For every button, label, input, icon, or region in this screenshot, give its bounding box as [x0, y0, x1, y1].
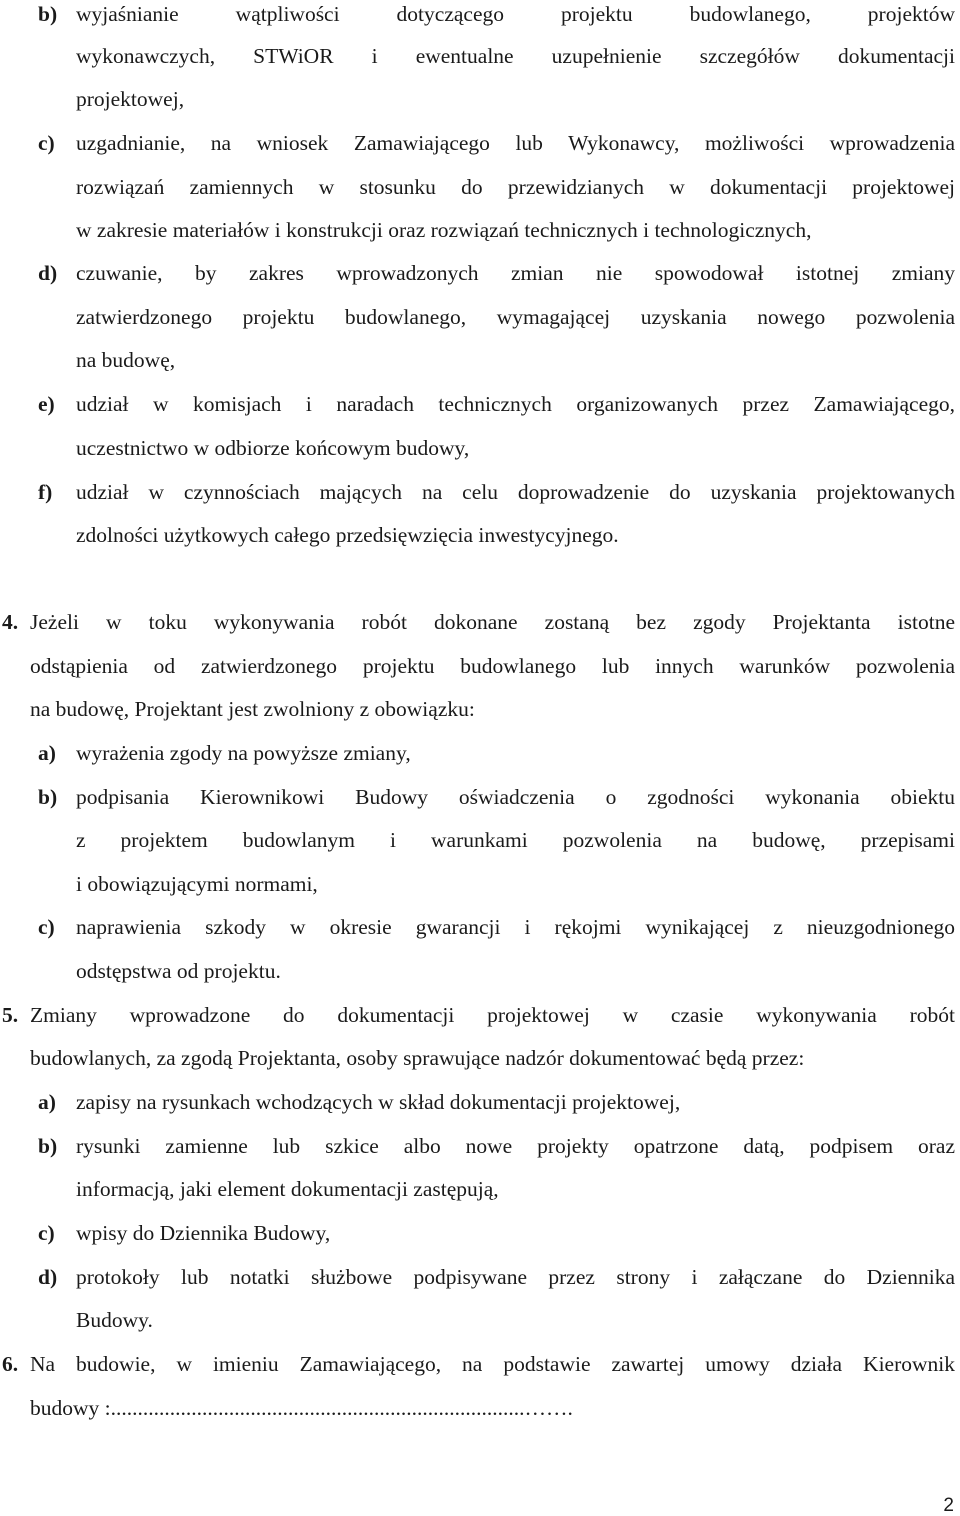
item-label: c) [38, 915, 55, 939]
text-line: protokoły lub notatki służbowe podpisywane przez strony i załączane do Dziennika [76, 1265, 955, 1289]
item-label: d) [38, 261, 58, 285]
item-label: b) [38, 2, 58, 26]
point-number: 6. [2, 1352, 19, 1376]
text-line: udział w komisjach i naradach technicznych organizowanych przez Zamawiającego, [76, 392, 955, 416]
text-line: podpisania Kierownikowi Budowy oświadczenia o zgodności wykonania obiektu [76, 785, 955, 809]
text-line: informacją, jaki element dokumentacji zastępują, [76, 1177, 499, 1201]
text-line: rozwiązań zamiennych w stosunku do przewidzianych w dokumentacji projektowej [76, 175, 955, 199]
text-line: uczestnictwo w odbiorze końcowym budowy, [76, 436, 470, 460]
text-line: zapisy na rysunkach wchodzących w skład dokumentacji projektowej, [76, 1090, 681, 1114]
text-line: udział w czynnościach mających na celu doprowadzenie do uzyskania projektowanych [76, 480, 955, 504]
text-line: Na budowie, w imieniu Zamawiającego, na podstawie zawartej umowy działa Kierownik [30, 1352, 955, 1376]
text-line: zatwierdzonego projektu budowlanego, wymagającej uzyskania nowego pozwolenia [76, 305, 955, 329]
text-line: odstąpienia od zatwierdzonego projektu budowlanego lub innych warunków pozwolenia [30, 654, 955, 678]
text-line: w zakresie materiałów i konstrukcji oraz rozwiązań technicznych i technologicznych, [76, 218, 812, 242]
point-number: 5. [2, 1003, 19, 1027]
item-label: a) [38, 1090, 56, 1114]
text-line: Zmiany wprowadzone do dokumentacji projektowej w czasie wykonywania robót [30, 1003, 955, 1027]
text-line: wpisy do Dziennika Budowy, [76, 1221, 331, 1245]
text-line: czuwanie, by zakres wprowadzonych zmian nie spowodował istotnej zmiany [76, 261, 955, 285]
text-line: rysunki zamienne lub szkice albo nowe projekty opatrzone datą, podpisem oraz [76, 1134, 955, 1158]
text-line: uzgadnianie, na wniosek Zamawiającego lub Wykonawcy, możliwości wprowadzenia [76, 131, 955, 155]
item-label: d) [38, 1265, 58, 1289]
item-label: a) [38, 741, 56, 765]
text-line: projektowej, [76, 87, 185, 111]
text-line: z projektem budowlanym i warunkami pozwolenia na budowę, przepisami [76, 828, 955, 852]
text-line: na budowę, [76, 348, 176, 372]
text-line: zdolności użytkowych całego przedsięwzięcia inwestycyjnego. [76, 523, 619, 547]
text-line: Jeżeli w toku wykonywania robót dokonane zostaną bez zgody Projektanta istotne [30, 610, 955, 634]
point-number: 4. [2, 610, 19, 634]
item-label: c) [38, 131, 55, 155]
text-line: naprawienia szkody w okresie gwarancji i rękojmi wynikającej z nieuzgodnionego [76, 915, 955, 939]
text-line: budowlanych, za zgodą Projektanta, osoby sprawujące nadzór dokumentować będą przez: [30, 1046, 805, 1070]
item-label: b) [38, 785, 58, 809]
text-line: na budowę, Projektant jest zwolniony z obowiązku: [30, 697, 475, 721]
text-line: i obowiązującymi normami, [76, 872, 318, 896]
item-label: c) [38, 1221, 55, 1245]
item-label: e) [38, 392, 55, 416]
text-line: Budowy. [76, 1308, 153, 1332]
text-line: wyrażenia zgody na powyższe zmiany, [76, 741, 411, 765]
item-label: b) [38, 1134, 58, 1158]
item-label: f) [38, 480, 53, 504]
text-line: wykonawczych, STWiOR i ewentualne uzupełnienie szczegółów dokumentacji [76, 44, 955, 68]
text-line: odstępstwa od projektu. [76, 959, 281, 983]
page-number: 2 [943, 1495, 954, 1516]
text-line: budowy :.............................................................................……. [30, 1396, 573, 1420]
text-line: wyjaśnianie wątpliwości dotyczącego projektu budowlanego, projektów [76, 2, 955, 26]
